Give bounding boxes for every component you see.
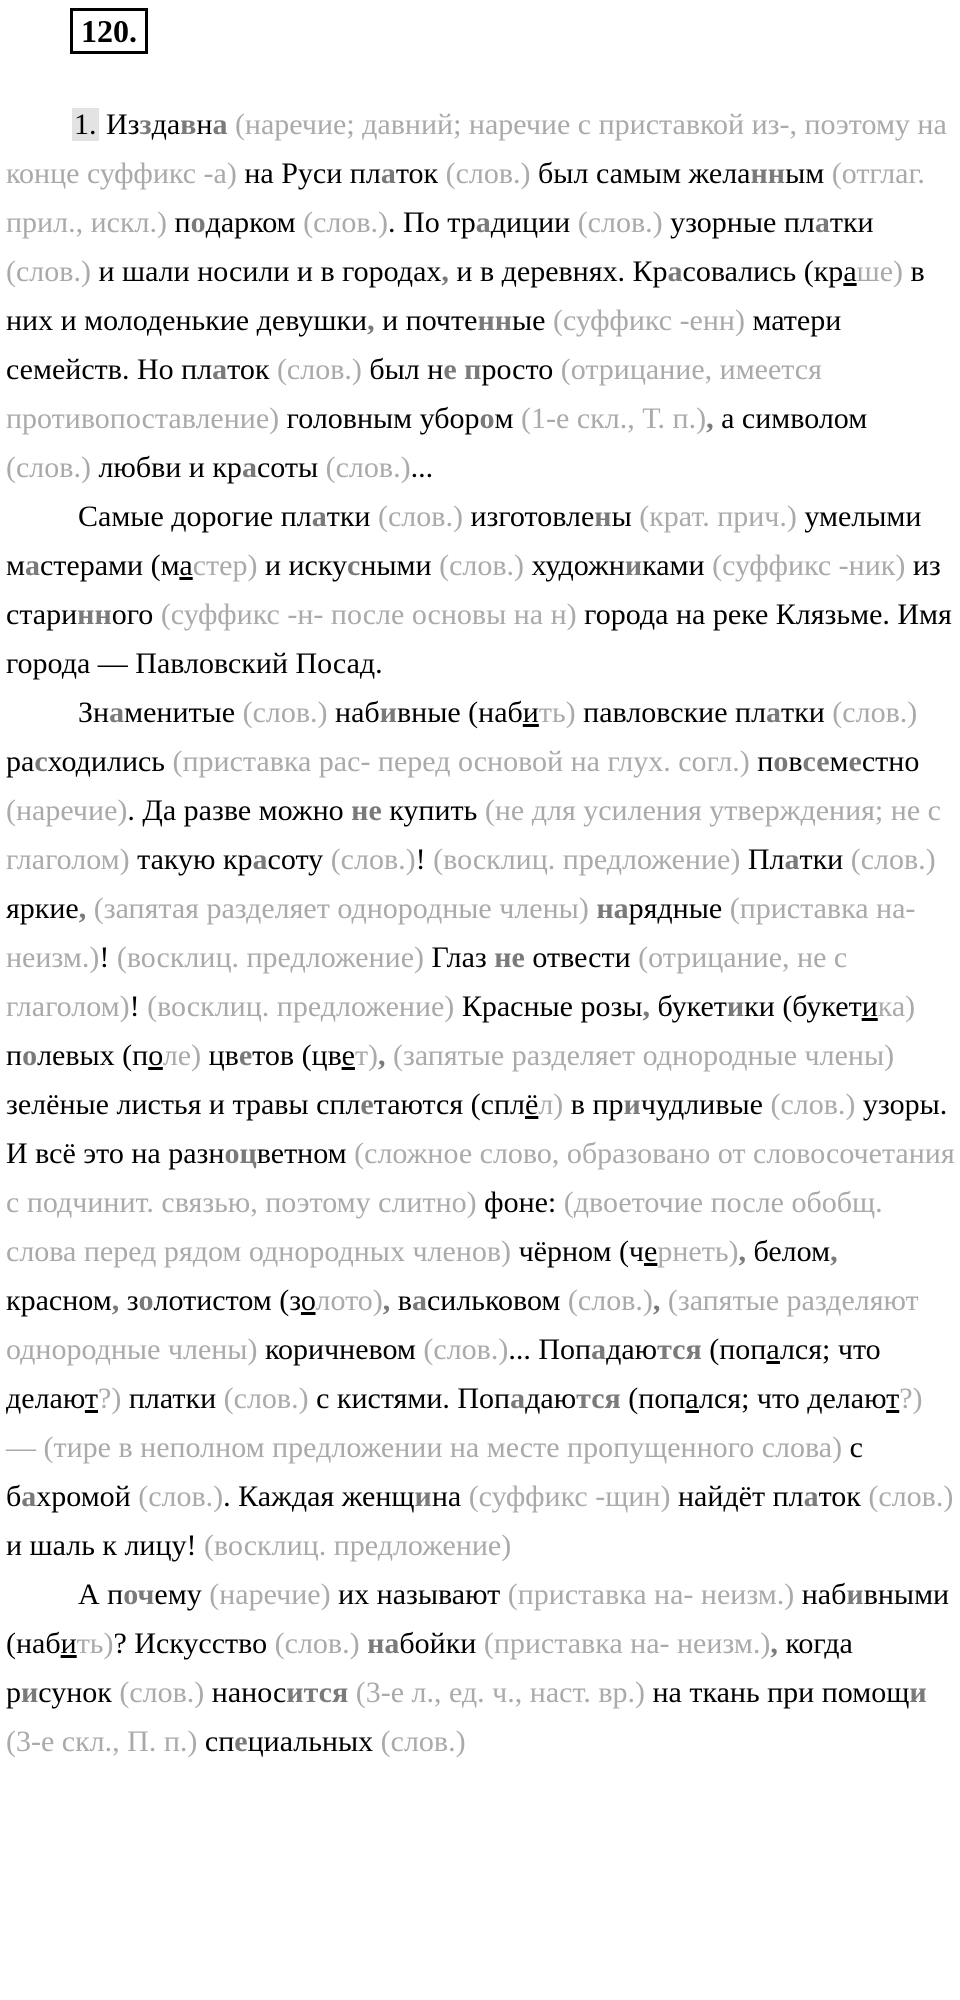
text-run: головным убор	[279, 402, 480, 435]
paragraph-1	[6, 100, 956, 492]
highlighted-letter: н	[594, 500, 612, 533]
text-run: ему	[154, 1578, 210, 1611]
text-run: букет	[650, 990, 727, 1023]
text-run: да	[151, 108, 181, 141]
text-run: и шаль к лицу!	[6, 1529, 205, 1562]
text-run: м	[494, 402, 522, 435]
text-run: нанос	[204, 1676, 287, 1709]
highlighted-letter: о	[479, 402, 495, 435]
highlighted-letter: в	[180, 108, 197, 141]
text-run: ? Искусство	[113, 1627, 275, 1660]
text-run: т	[84, 1382, 99, 1415]
note-text: (слов.)	[325, 451, 411, 484]
text-run	[348, 1676, 356, 1709]
text-run: ток	[395, 157, 446, 190]
note-text: (суффикс -ник)	[712, 549, 906, 582]
note-text: (1-е скл., Т. п.)	[521, 402, 707, 435]
note-text: (наречие)	[209, 1578, 331, 1611]
note-text: ка)	[877, 990, 916, 1023]
note-text: (суффикс -енн)	[553, 304, 745, 337]
note-text: (слов.)	[770, 1088, 856, 1121]
highlighted-letter: нн	[77, 598, 112, 631]
highlighted-letter: не	[494, 941, 525, 974]
text-run: левых	[37, 1039, 123, 1072]
highlighted-letter: ится	[286, 1676, 349, 1709]
highlighted-letter: е	[360, 1088, 374, 1121]
text-run: красном	[6, 1284, 112, 1317]
text-run: в пр	[563, 1088, 624, 1121]
text-run: (п	[122, 1039, 149, 1072]
note-text: ле)	[162, 1039, 202, 1072]
paragraph-3	[6, 688, 956, 1570]
highlighted-letter: а	[109, 696, 125, 729]
note-text: лото)	[315, 1284, 383, 1317]
text-run: купить	[381, 794, 485, 827]
note-text: (слов.)	[330, 843, 416, 876]
text-run: таются	[373, 1088, 471, 1121]
note-text: (3-е л., ед. ч., наст. вр.)	[355, 1676, 645, 1709]
highlighted-letter: тся	[657, 1333, 702, 1366]
note-text: (слов.)	[6, 451, 91, 484]
highlighted-letter: о	[190, 206, 206, 239]
highlighted-letter: а	[24, 549, 40, 582]
text-run: менитые	[124, 696, 243, 729]
text-run: вные	[396, 696, 469, 729]
note-text: (запятые разделяет однородные члены)	[393, 1039, 895, 1072]
text-run: сп	[197, 1725, 235, 1758]
highlighted-letter: и	[623, 1088, 641, 1121]
text-run: узорные пл	[662, 206, 815, 239]
text-run: дарком	[205, 206, 304, 239]
note-text: (слов.)	[380, 1725, 466, 1758]
note-text: (слов.)	[378, 500, 463, 533]
text-run: (з	[279, 1284, 301, 1317]
highlighted-letter: на	[596, 892, 629, 925]
text-run	[660, 1284, 668, 1317]
text-run: диции	[490, 206, 578, 239]
highlighted-letter: а	[803, 1480, 819, 1513]
note-text: (слов.)	[567, 1284, 653, 1317]
text-run: зелёные листья и травы спл	[6, 1088, 361, 1121]
note-text: (отрицание, не с глаголом)	[6, 941, 848, 1023]
note-text: (отглаг. прил., искл.)	[6, 157, 925, 239]
text-run: ё	[525, 1088, 539, 1121]
text-run	[360, 1627, 368, 1660]
text-run: . Да разве можно	[127, 794, 352, 827]
text-run: в них и молоденькие девушки	[6, 255, 925, 337]
text-run: фоне:	[476, 1186, 564, 1219]
text-run: художн	[524, 549, 625, 582]
highlighted-letter: а	[311, 500, 327, 533]
text-run: отвести	[524, 941, 639, 974]
text-run: был самым жела	[530, 157, 751, 190]
text-run: стно	[861, 745, 920, 778]
note-text: (3-е скл., П. п.)	[6, 1725, 198, 1758]
note-text: (крат. прич.)	[639, 500, 797, 533]
text-run: павловские пл	[575, 696, 767, 729]
highlighted-letter: е	[238, 1039, 253, 1072]
text-run: (букет	[782, 990, 862, 1023]
note-text: (слов.)	[223, 1382, 309, 1415]
highlighted-letter: а	[411, 1284, 427, 1317]
highlighted-letter: о	[773, 745, 789, 778]
text-run: !	[415, 843, 434, 876]
text-run: циальных	[247, 1725, 381, 1758]
note-text: (слов.)	[274, 1627, 360, 1660]
text-run: и в деревнях. Кр	[448, 255, 668, 288]
text-run: на	[431, 1480, 469, 1513]
text-run: вными	[863, 1578, 950, 1611]
highlighted-letter: а	[21, 1480, 37, 1513]
note-text: (приставка рас- перед основой на глух. согл.)	[172, 745, 750, 778]
text-run: росто	[481, 353, 561, 386]
note-text: ть)	[76, 1627, 114, 1660]
text-run: на ткань при помощ	[644, 1676, 910, 1709]
task-number: 120.	[70, 8, 148, 54]
highlighted-letter: с	[34, 745, 48, 778]
text-run: ток	[227, 353, 277, 386]
highlighted-letter: о	[138, 1284, 154, 1317]
text-run: а	[843, 255, 857, 288]
text-run: а	[766, 1333, 780, 1366]
text-run: рядные	[628, 892, 730, 925]
text-run: соту	[267, 843, 331, 876]
text-run: лотистом	[153, 1284, 280, 1317]
text-run: найдёт пл	[670, 1480, 804, 1513]
text-run: любви и кр	[90, 451, 242, 484]
highlighted-letter: ,	[706, 402, 714, 435]
text-run: белом	[746, 1235, 831, 1268]
note-text: (слов.)	[445, 157, 531, 190]
note-text: (слов.)	[868, 1480, 954, 1513]
highlighted-letter: ,	[78, 892, 87, 925]
text-run: ые	[512, 304, 553, 337]
text-run: изготовле	[462, 500, 595, 533]
highlighted-letter: а	[510, 1382, 526, 1415]
text-run: Пл	[740, 843, 785, 876]
highlighted-letter: е	[848, 745, 862, 778]
highlighted-letter: а	[252, 843, 268, 876]
text-run: м	[829, 745, 849, 778]
text-run: узоры. И всё это на разн	[6, 1088, 948, 1170]
text-run: тки	[799, 843, 851, 876]
note-text: рнеть)	[657, 1235, 739, 1268]
text-run: а	[685, 1382, 699, 1415]
note-text: т)	[354, 1039, 379, 1072]
highlighted-letter: се	[802, 745, 830, 778]
note-text: (наречие; давний; наречие с приставкой из-, поэтому на конце суффикс -а)	[6, 108, 947, 190]
text-run: !	[129, 990, 148, 1023]
text-run: их называют	[330, 1578, 508, 1611]
highlighted-letter: е п	[443, 353, 482, 386]
text-run: чудливые	[640, 1088, 771, 1121]
highlighted-letter: ,	[738, 1235, 746, 1268]
highlighted-letter: а	[784, 843, 800, 876]
text-run: матери семейств. Но пл	[6, 304, 842, 386]
highlighted-letter: и	[414, 1480, 432, 1513]
text-run: ра	[6, 745, 35, 778]
text-run: бойки	[399, 1627, 484, 1660]
note-text: (восклиц. предложение)	[204, 1529, 512, 1562]
text-run: ками	[642, 549, 713, 582]
note-text: (слов.)	[6, 255, 91, 288]
highlighted-letter: ,	[367, 304, 375, 337]
text-run: а сим	[713, 402, 791, 435]
text-run: наб	[327, 696, 380, 729]
note-text: ть)	[538, 696, 576, 729]
highlighted-letter: а	[667, 255, 683, 288]
highlighted-letter: ,	[770, 1627, 778, 1660]
text-run: был н	[361, 353, 444, 386]
note-text: (сложное слово, образовано от словосочетания с подчинит. связью, поэтому слитно)	[6, 1137, 955, 1219]
highlighted-letter: не	[351, 794, 382, 827]
note-text: (приставка на- неизм.)	[507, 1578, 795, 1611]
text-run: с кистями. Поп	[308, 1382, 511, 1415]
highlighted-letter: с	[347, 549, 361, 582]
text-run: ого	[111, 598, 161, 631]
text-run: (м	[150, 549, 180, 582]
text-run: ы	[611, 500, 640, 533]
text-run: тов	[252, 1039, 302, 1072]
text-run: лся; что делаю	[6, 1333, 881, 1415]
text-run: А п	[78, 1578, 124, 1611]
text-run: и	[60, 1627, 77, 1660]
text-run: тки	[781, 696, 833, 729]
text-run: на Руси пл	[236, 157, 381, 190]
note-text: (слов.)	[423, 1333, 509, 1366]
highlighted-letter: а	[212, 353, 228, 386]
text-run: сильковом	[426, 1284, 568, 1317]
note-text: (слов.)	[303, 206, 389, 239]
text-run: умелыми м	[6, 500, 922, 582]
highlighted-letter: а	[591, 1333, 607, 1366]
text-run: тки	[326, 500, 378, 533]
highlighted-letter: ,	[441, 255, 449, 288]
text-run: сунок	[38, 1676, 120, 1709]
text-run: ходились	[47, 745, 173, 778]
text-run: т	[886, 1382, 900, 1415]
text-run: (наб	[6, 1627, 61, 1660]
note-text: (суффикс -н- после основы на н)	[160, 598, 577, 631]
note-text: (двоеточие после обобщ. слова перед рядом однородных членов)	[6, 1186, 883, 1268]
text-run: Самые дорогие пл	[78, 500, 312, 533]
note-text: (слов.)	[850, 843, 936, 876]
item-number: 1.	[74, 108, 97, 141]
text-run: о	[148, 1039, 163, 1072]
highlighted-letter: оц	[224, 1137, 257, 1170]
highlighted-letter: и	[379, 696, 397, 729]
highlighted-letter: и	[21, 1676, 39, 1709]
text-run: ... Поп	[508, 1333, 592, 1366]
text-run: лся; что делаю	[698, 1382, 887, 1415]
note-text: (запятые разделяют однородные члены)	[6, 1284, 919, 1366]
text-run: и	[861, 990, 878, 1023]
text-run: Из	[98, 108, 140, 141]
text-run: . По тр	[388, 206, 476, 239]
text-run: и	[522, 696, 539, 729]
highlighted-letter: и	[624, 549, 643, 582]
highlighted-letter: и	[726, 990, 745, 1023]
text-run: когда р	[6, 1627, 853, 1709]
highlighted-letter: з	[139, 108, 152, 141]
text-run: тки	[829, 206, 874, 239]
highlighted-letter: а	[380, 157, 396, 190]
text-run: лом	[818, 402, 868, 435]
text-run: (цв	[301, 1039, 342, 1072]
text-run: п	[167, 206, 191, 239]
note-text: (приставка на- неизм.)	[483, 1627, 771, 1660]
text-run: хромой	[36, 1480, 139, 1513]
text-run: ток	[818, 1480, 869, 1513]
note-text: (слов.)	[832, 696, 918, 729]
text-run: (поп	[709, 1333, 767, 1366]
note-text: (слов.)	[138, 1480, 224, 1513]
text-run: (кр	[803, 255, 844, 288]
highlighted-letter: ,	[830, 1235, 838, 1268]
note-text: (восклиц. предложение)	[116, 941, 425, 974]
text-run: е	[644, 1235, 658, 1268]
note-text: (восклиц. предложение)	[433, 843, 741, 876]
highlighted-letter: нн	[477, 304, 513, 337]
text-run: стерами	[39, 549, 151, 582]
highlighted-letter: ,	[111, 1284, 120, 1317]
text-run: ым	[785, 157, 832, 190]
note-text: (слов.)	[242, 696, 328, 729]
text-run	[386, 1039, 394, 1072]
text-run: з	[119, 1284, 139, 1317]
text-run: из стари	[6, 549, 941, 631]
text-run: с б	[6, 1431, 863, 1513]
text-run: наб	[794, 1578, 847, 1611]
text-run: и почте	[374, 304, 478, 337]
note-text: (запятая разделяет однородные члены)	[93, 892, 589, 925]
text-run: и шали носили и в городах	[90, 255, 442, 288]
text-run: соты	[256, 451, 326, 484]
highlighted-letter: и	[846, 1578, 864, 1611]
note-text: (восклиц. предложение)	[147, 990, 455, 1023]
note-text: (суффикс -щин)	[468, 1480, 671, 1513]
note-text: (слов.)	[119, 1676, 205, 1709]
text-run: ки	[744, 990, 783, 1023]
text-run: (спл	[470, 1088, 525, 1121]
highlighted-letter: е	[234, 1725, 248, 1758]
text-run: !	[99, 941, 117, 974]
paragraph-2	[6, 492, 956, 688]
highlighted-letter: на	[367, 1627, 400, 1660]
note-text: (наречие)	[6, 794, 128, 827]
text-run: даю	[606, 1333, 658, 1366]
highlighted-letter: нн	[750, 157, 786, 190]
text-run: ными	[360, 549, 440, 582]
highlighted-letter: ,	[652, 1284, 661, 1317]
exercise-text	[6, 100, 956, 1766]
highlighted-letter: оч	[123, 1578, 155, 1611]
note-text: ше)	[856, 255, 904, 288]
text-run: платки	[121, 1382, 224, 1415]
text-run: в	[390, 1284, 412, 1317]
text-run: даю	[525, 1382, 577, 1415]
note-text: ?) — (тире в неполном предложении на месте пропущенного слова)	[6, 1382, 923, 1464]
highlighted-letter: ,	[382, 1284, 391, 1317]
text-run: во	[790, 402, 819, 435]
highlighted-letter: и	[909, 1676, 927, 1709]
text-run: и иску	[257, 549, 348, 582]
note-text: (не для усиления утверждения; не с глаголом)	[6, 794, 941, 876]
text-run: ветном	[256, 1137, 355, 1170]
highlighted-letter: а	[766, 696, 782, 729]
note-text: стер)	[192, 549, 258, 582]
text-run: цв	[201, 1039, 239, 1072]
text-run: яркие	[6, 892, 79, 925]
text-run: в	[788, 745, 803, 778]
text-run: города на реке Клязьме. Имя города — Павловский Посад.	[6, 598, 952, 680]
text-run: о	[300, 1284, 316, 1317]
note-text: (слов.)	[439, 549, 525, 582]
text-run: чёрном	[511, 1235, 619, 1268]
text-run: п	[6, 1039, 23, 1072]
note-text: (слов.)	[276, 353, 362, 386]
text-run: такую кр	[129, 843, 253, 876]
note-text: (приставка на- неизм.)	[6, 892, 916, 974]
text-run: совались	[682, 255, 804, 288]
highlighted-letter: а	[241, 451, 257, 484]
text-run: Глаз	[424, 941, 495, 974]
highlighted-letter: а	[475, 206, 491, 239]
text-run: п	[749, 745, 774, 778]
highlighted-letter: а	[212, 108, 228, 141]
note-text: ?)	[98, 1382, 122, 1415]
text-run: (наб	[468, 696, 523, 729]
paragraph-4	[6, 1570, 956, 1766]
text-run: ...	[410, 451, 434, 484]
highlighted-letter: тся	[576, 1382, 621, 1415]
text-run	[86, 892, 94, 925]
text-run: (поп	[628, 1382, 686, 1415]
note-text: (слов.)	[577, 206, 663, 239]
highlighted-letter: а	[814, 206, 830, 239]
highlighted-letter: ,	[642, 990, 650, 1023]
text-run: е	[341, 1039, 355, 1072]
text-run: . Каждая женщ	[223, 1480, 415, 1513]
note-text: л)	[538, 1088, 564, 1121]
text-run: коричневом	[257, 1333, 424, 1366]
highlighted-letter: о	[22, 1039, 38, 1072]
text-run: Зн	[78, 696, 110, 729]
text-run: (ч	[618, 1235, 645, 1268]
highlighted-letter: ,	[378, 1039, 386, 1072]
note-text: (отрицание, имеется противопоставление)	[6, 353, 822, 435]
text-run: Красные розы	[454, 990, 643, 1023]
text-run: а	[179, 549, 193, 582]
text-run: н	[196, 108, 213, 141]
